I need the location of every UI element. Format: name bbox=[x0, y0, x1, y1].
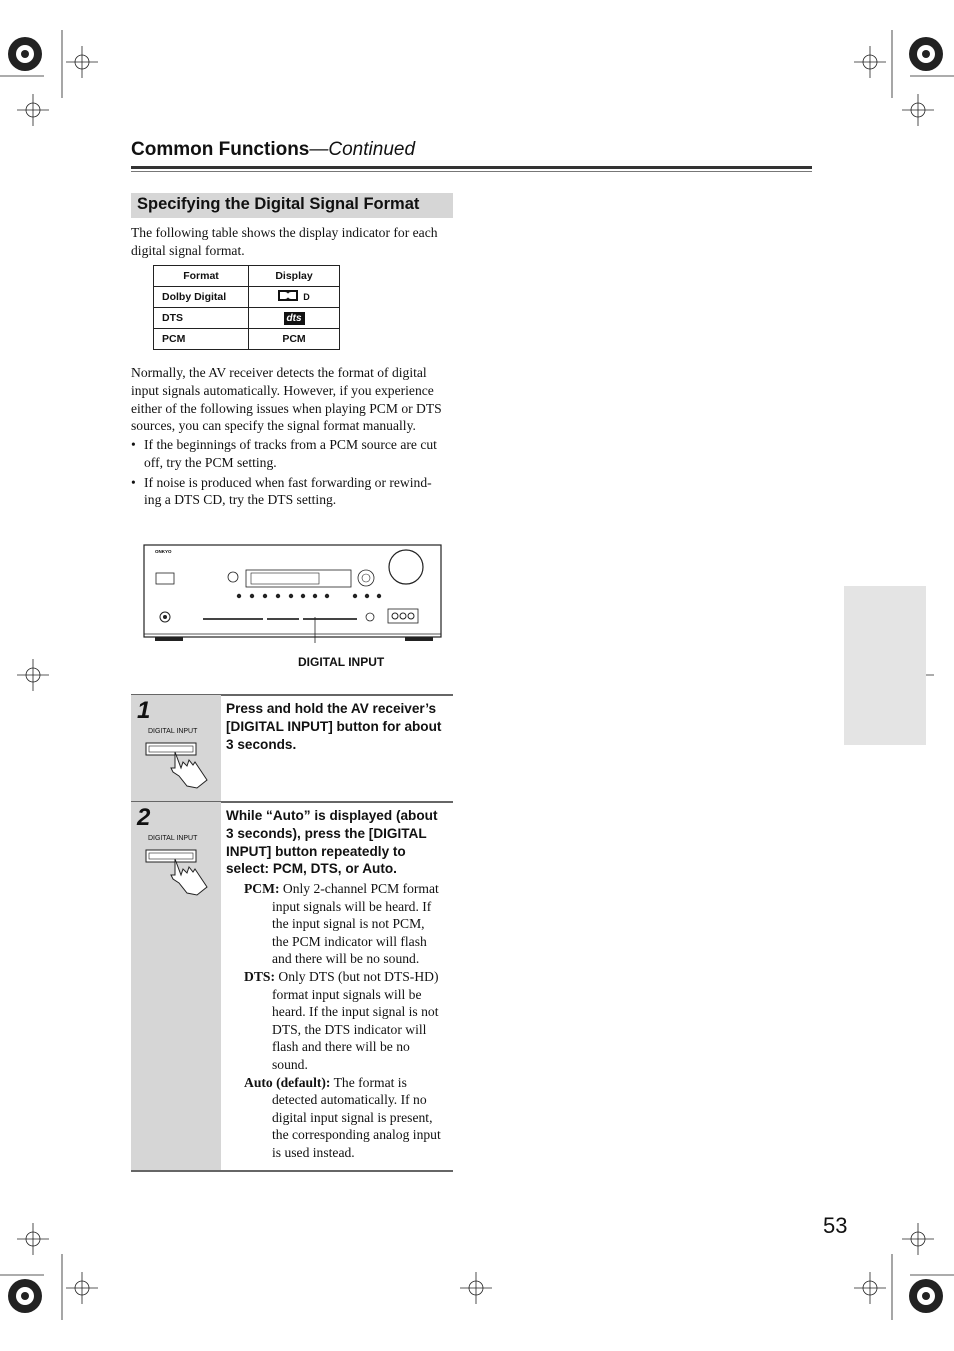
av-receiver-illustration bbox=[143, 543, 443, 643]
bullet-item bbox=[131, 474, 461, 510]
page-number: 53 bbox=[823, 1213, 848, 1238]
option-line: and there will be no sound. bbox=[272, 951, 420, 967]
heading-line: Press and hold the AV receiver’s bbox=[226, 701, 437, 716]
side-tab bbox=[844, 586, 926, 745]
bullet-line: ing a DTS CD, try the DTS setting. bbox=[144, 492, 337, 508]
table-header-row bbox=[154, 266, 340, 287]
table-row bbox=[154, 308, 340, 329]
intro-paragraph bbox=[131, 224, 461, 260]
table-row bbox=[154, 329, 340, 350]
heading-line: 3 seconds. bbox=[226, 736, 297, 752]
option-line: the corresponding analog input bbox=[272, 1127, 441, 1143]
heading-line: [DIGITAL INPUT] button for about bbox=[226, 718, 442, 734]
option-line: DTS, the DTS indicator will bbox=[272, 1021, 427, 1037]
header-rule-thin bbox=[131, 171, 812, 172]
body-line: sources, you can specify the signal format manually. bbox=[131, 418, 416, 434]
bullet-item bbox=[131, 436, 461, 472]
header-continued: —Continued bbox=[309, 139, 416, 160]
dolby-d-text: D bbox=[303, 291, 310, 302]
option-line: format input signals will be bbox=[272, 986, 422, 1002]
col-display: Display bbox=[249, 266, 340, 287]
bullet-list bbox=[131, 436, 461, 509]
body-line: input signals automatically. However, if you experience bbox=[131, 382, 434, 398]
option-line: the PCM indicator will flash bbox=[272, 933, 427, 949]
step-1-button-label: DIGITAL INPUT bbox=[148, 728, 198, 735]
option-pcm bbox=[244, 880, 456, 968]
option-line: Only DTS (but not DTS-HD) bbox=[278, 968, 439, 984]
option-line: flash and there will be no bbox=[272, 1039, 410, 1055]
option-line: heard. If the input signal is not bbox=[272, 1004, 439, 1020]
heading-line: While “Auto” is displayed (about bbox=[226, 808, 438, 823]
format-table bbox=[153, 265, 340, 350]
step-2-number: 2 bbox=[137, 804, 151, 831]
bullet-dot: • bbox=[131, 437, 136, 452]
option-line: input signals will be heard. If bbox=[272, 898, 432, 914]
option-list bbox=[244, 880, 456, 1162]
intro-line: The following table shows the display indicator for each bbox=[131, 225, 438, 240]
format-cell: DTS bbox=[154, 308, 249, 329]
option-auto bbox=[244, 1074, 456, 1162]
format-cell: PCM bbox=[154, 329, 249, 350]
bullet-line: off, try the PCM setting. bbox=[144, 454, 277, 470]
page-header bbox=[131, 139, 415, 161]
option-line: digital input signal is present, bbox=[272, 1109, 433, 1125]
option-line: is used instead. bbox=[272, 1144, 355, 1160]
step-rule bbox=[131, 1170, 453, 1172]
bullet-dot: • bbox=[131, 474, 136, 490]
display-cell bbox=[249, 287, 340, 308]
heading-line: 3 seconds), press the [DIGITAL bbox=[226, 825, 427, 841]
option-line: the input signal is not PCM, bbox=[272, 916, 425, 932]
option-line: Only 2-channel PCM format bbox=[282, 881, 439, 896]
display-cell bbox=[249, 308, 340, 329]
intro-line: digital signal format. bbox=[131, 242, 245, 258]
step-1-number: 1 bbox=[137, 697, 151, 724]
table-row bbox=[154, 287, 340, 308]
format-cell: Dolby Digital bbox=[154, 287, 249, 308]
option-term: PCM: bbox=[244, 881, 280, 896]
step-1-heading bbox=[226, 700, 456, 753]
heading-line: INPUT] button repeatedly to bbox=[226, 843, 406, 859]
display-cell: PCM bbox=[249, 329, 340, 350]
option-dts bbox=[244, 968, 456, 1074]
option-term: Auto (default): bbox=[244, 1074, 331, 1090]
option-term: DTS: bbox=[244, 968, 275, 984]
header-rule bbox=[131, 166, 812, 169]
option-line: The format is bbox=[333, 1074, 407, 1090]
option-line: sound. bbox=[272, 1056, 308, 1072]
bullet-line: If the beginnings of tracks from a PCM source are cut bbox=[144, 437, 437, 452]
bullet-line: If noise is produced when fast forwarding or rewind- bbox=[144, 474, 432, 490]
heading-line: select: PCM, DTS, or Auto. bbox=[226, 861, 397, 877]
body-line: Normally, the AV receiver detects the format of digital bbox=[131, 365, 427, 380]
option-line: detected automatically. If no bbox=[272, 1092, 427, 1108]
body-paragraph bbox=[131, 364, 461, 435]
dolby-logo-icon bbox=[278, 290, 298, 304]
pressing-hand-icon bbox=[145, 845, 215, 897]
section-title: Specifying the Digital Signal Format bbox=[137, 195, 420, 213]
body-line: either of the following issues when playing PCM or DTS bbox=[131, 400, 442, 416]
dts-logo-icon: dts bbox=[284, 312, 305, 325]
pressing-hand-icon bbox=[145, 738, 215, 790]
step-2-heading bbox=[226, 807, 456, 878]
header-title: Common Functions bbox=[131, 139, 310, 160]
col-format: Format bbox=[154, 266, 249, 287]
brand-logo: ONKYO bbox=[155, 549, 172, 554]
step-2-button-label: DIGITAL INPUT bbox=[148, 835, 198, 842]
digital-input-label: DIGITAL INPUT bbox=[298, 655, 385, 669]
